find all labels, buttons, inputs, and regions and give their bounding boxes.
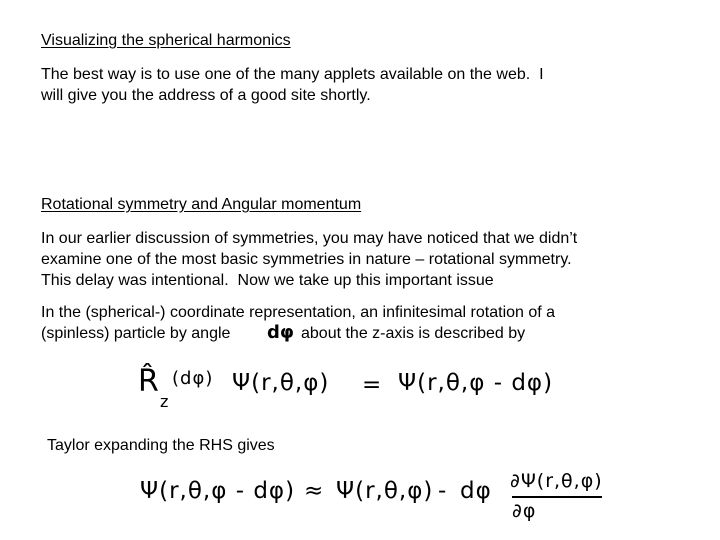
taylor-label: Taylor expanding the RHS gives bbox=[47, 437, 275, 454]
equation-lhs: Ψ(r,θ,φ) bbox=[232, 370, 330, 396]
paragraph-line: examine one of the most basic symmetries in nature – rotational symmetry. bbox=[41, 251, 572, 268]
taylor-term1: Ψ(r,θ,φ) bbox=[336, 478, 434, 504]
rotation-argument: (dφ) bbox=[172, 368, 214, 389]
equals-sign: = bbox=[362, 372, 383, 398]
rotation-subscript: z bbox=[160, 392, 170, 411]
taylor-lhs: Ψ(r,θ,φ - dφ) bbox=[140, 478, 296, 504]
minus-sign: - bbox=[438, 478, 448, 504]
paragraph-line: (spinless) particle by angle bbox=[41, 325, 231, 342]
equation-rhs: Ψ(r,θ,φ - dφ) bbox=[398, 370, 554, 396]
section-heading-rotational-symmetry: Rotational symmetry and Angular momentum bbox=[41, 196, 362, 213]
section-heading-spherical-harmonics: Visualizing the spherical harmonics bbox=[41, 32, 291, 49]
approx-sign: ≈ bbox=[304, 478, 325, 504]
fraction-bar bbox=[512, 496, 602, 498]
rotation-operator: R̂ bbox=[138, 364, 160, 399]
partial-derivative-numerator: ∂Ψ(r,θ,φ) bbox=[510, 470, 603, 492]
paragraph-line: In the (spherical-) coordinate representation, an infinitesimal rotation of a bbox=[41, 304, 556, 321]
paragraph-line: The best way is to use one of the many applets available on the web. I bbox=[41, 66, 544, 83]
coefficient-dphi: dφ bbox=[460, 478, 492, 504]
paragraph-line: This delay was intentional. Now we take up this important issue bbox=[41, 272, 494, 289]
partial-derivative-denominator: ∂φ bbox=[512, 500, 537, 522]
inline-dphi-symbol: dφ bbox=[267, 322, 294, 343]
paragraph-line: In our earlier discussion of symmetries, you may have noticed that we didn’t bbox=[41, 230, 578, 247]
paragraph-line: about the z-axis is described by bbox=[301, 325, 526, 342]
paragraph-line: will give you the address of a good site shortly. bbox=[41, 87, 371, 104]
